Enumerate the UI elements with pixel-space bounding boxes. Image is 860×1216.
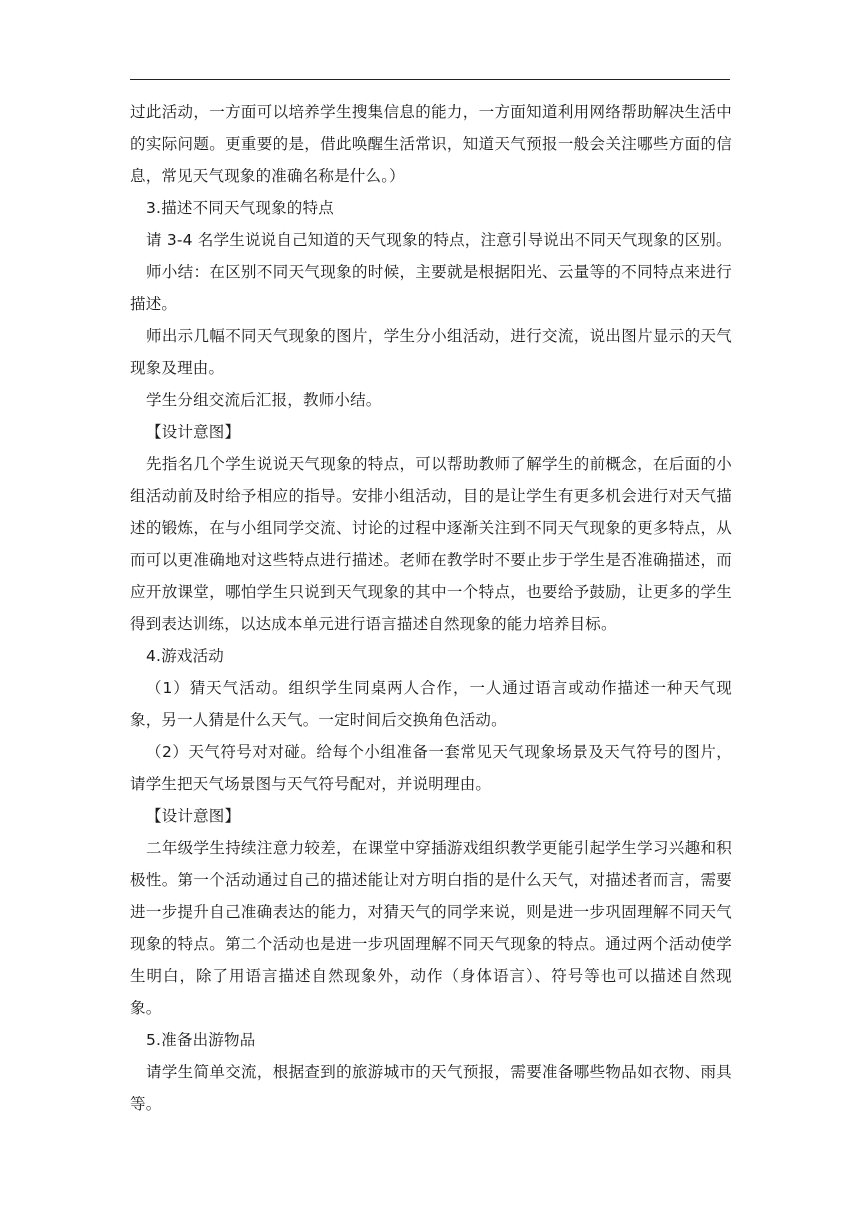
paragraph-design-intent: 先指名几个学生说说天气现象的特点，可以帮助教师了解学生的前概念，在后面的小组活动前及时给予相应的指导。安排小组活动，目的是让学生有更多机会进行对天气描述的锻炼，在与小组同学交流、讨论的过程中逐渐关注到不同天气现象的更多特点，从而可以更准确地对这些特点进行描述。老师在教学时不要止步于学生是否准确描述，而应开放课堂，哪怕学生只说到天气现象的其中一个特点，也要给予鼓励，让更多的学生得到表达训练，以达成本单元进行语言描述自然现象的能力培养目标。: [130, 455, 732, 633]
section-heading-5: 5.准备出游物品: [146, 1031, 256, 1049]
paragraph: （2）天气符号对对碰。给每个小组准备一套常见天气现象场景及天气符号的图片，请学生把天气场景图与天气符号配对，并说明理由。: [130, 743, 732, 793]
paragraph: 师小结：在区别不同天气现象的时候，主要就是根据阳光、云量等的不同特点来进行描述。: [130, 263, 732, 313]
paragraph-intro-continuation: 过此活动，一方面可以培养学生搜集信息的能力，一方面知道利用网络帮助解决生活中的实际问题。更重要的是，借此唤醒生活常识，知道天气预报一般会关注哪些方面的信息，常见天气现象的准确名称是什么。）: [130, 103, 732, 185]
paragraph: 学生分组交流后汇报，教师小结。: [146, 391, 382, 409]
section-heading-3: 3.描述不同天气现象的特点: [146, 199, 334, 217]
design-intent-label: 【设计意图】: [146, 807, 241, 825]
section-heading-4: 4.游戏活动: [146, 647, 224, 665]
paragraph-design-intent: 二年级学生持续注意力较差，在课堂中穿插游戏组织教学更能引起学生学习兴趣和积极性。第一个活动通过自己的描述能让对方明白指的是什么天气，对描述者而言，需要进一步提升自己准确表达的能力，对猜天气的同学来说，则是进一步巩固理解不同天气现象的特点。第二个活动也是进一步巩固理解不同天气现象的特点。通过两个活动使学生明白，除了用语言描述自然现象外，动作（身体语言）、符号等也可以描述自然现象。: [130, 839, 732, 1017]
paragraph: 请学生简单交流，根据查到的旅游城市的天气预报，需要准备哪些物品如衣物、雨具等。: [130, 1063, 732, 1113]
paragraph: （1）猜天气活动。组织学生同桌两人合作，一人通过语言或动作描述一种天气现象，另一人猜是什么天气。一定时间后交换角色活动。: [130, 679, 732, 729]
design-intent-label: 【设计意图】: [146, 423, 241, 441]
paragraph: 请 3-4 名学生说说自己知道的天气现象的特点，注意引导说出不同天气现象的区别。: [146, 231, 732, 249]
paragraph: 师出示几幅不同天气现象的图片，学生分小组活动，进行交流，说出图片显示的天气现象及理由。: [130, 327, 732, 377]
document-body: [130, 96, 732, 1120]
header-rule: [130, 79, 730, 80]
